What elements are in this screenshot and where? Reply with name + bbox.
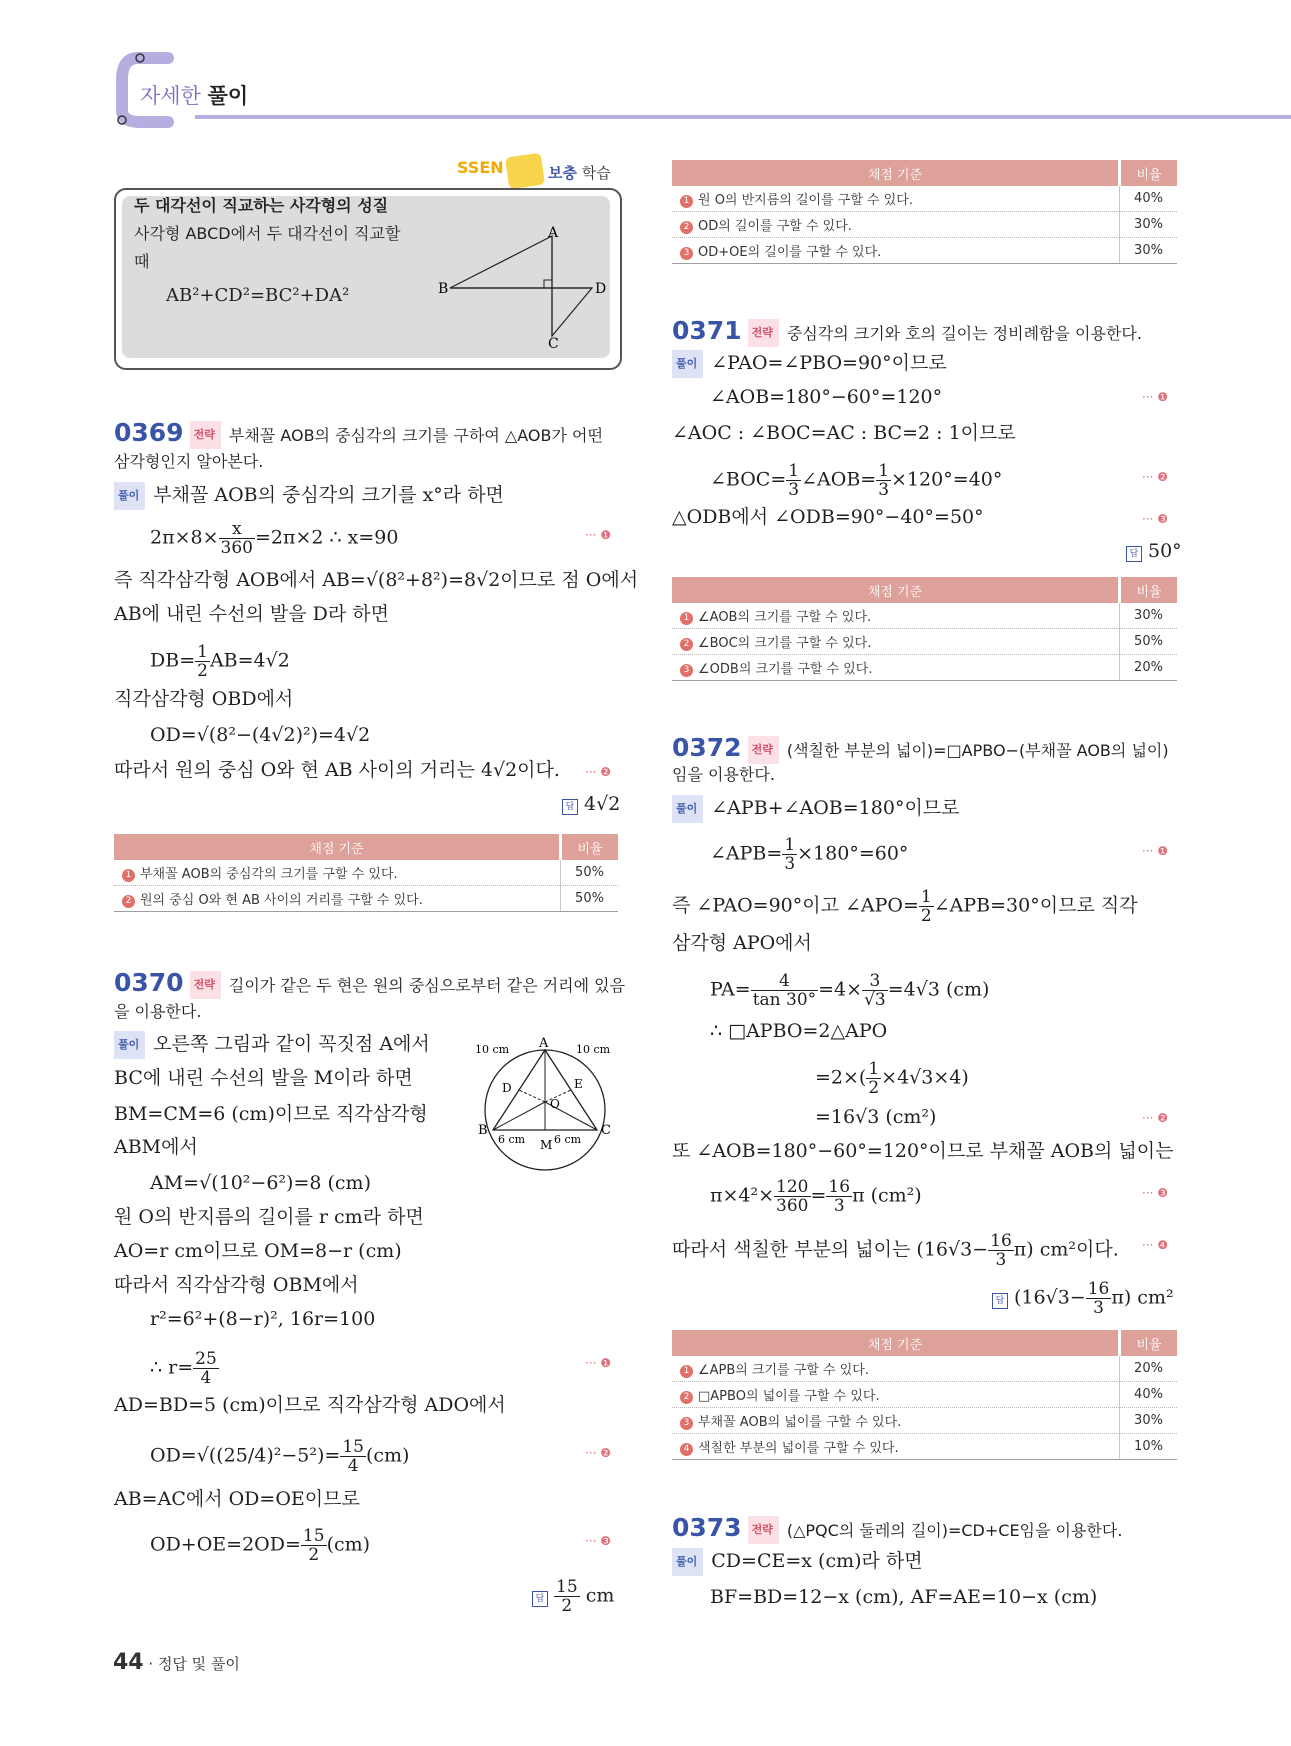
problem-0370-line: AM=√(10²−6²)=8 (cm) bbox=[150, 1172, 371, 1194]
problem-0372-header: 0372 전략 (색칠한 부분의 넓이)=□APBO−(부채꼴 AOB의 넓이) bbox=[672, 733, 1169, 762]
score-table-0370: 채점 기준 비율 1 원 O의 반지름의 길이를 구할 수 있다. 40% 2 OD의 길이를 구할 수 있다. 30% 3 OD+OE의 길이를 구할 수 있다. 30% bbox=[672, 160, 1177, 264]
problem-0369-line: OD=√(8²−(4√2)²)=4√2 bbox=[150, 724, 371, 746]
marker: ··· ❷ bbox=[585, 1446, 612, 1460]
problem-0370-line: 따라서 직각삼각형 OBM에서 bbox=[114, 1274, 359, 1296]
answer-0371: 답 50° bbox=[1126, 540, 1182, 562]
ssen-body: 사각형 ABCD에서 두 대각선이 직교할 bbox=[134, 224, 401, 243]
fig-label-c: C bbox=[601, 1123, 611, 1138]
ssen-body-2: 때 bbox=[134, 252, 150, 271]
problem-0372-line: 즉 ∠PAO=90°이고 ∠APO= $\frac{1}{2}$ ∠APB=30°이므로 직각 bbox=[672, 887, 1138, 926]
fig-length-10b: 10 cm bbox=[576, 1043, 611, 1056]
marker: ··· ❶ bbox=[1142, 390, 1169, 404]
problem-0372-line: 또 ∠AOB=180°−60°=120°이므로 부채꼴 AOB의 넓이는 bbox=[672, 1140, 1174, 1162]
fig-length-10a: 10 cm bbox=[475, 1043, 510, 1056]
kite-figure bbox=[430, 222, 610, 352]
marker: ··· ❷ bbox=[585, 765, 612, 779]
problem-0371-line: 풀이 ∠PAO=∠PBO=90°이므로 bbox=[672, 350, 947, 378]
marker: ··· ❸ bbox=[585, 1534, 612, 1548]
problem-0369-header: 0369 전략 부채꼴 AOB의 중심각의 크기를 구하여 △AOB가 어떤 bbox=[114, 418, 603, 447]
problem-0372-line: ∴ □APBO=2△APO bbox=[710, 1020, 888, 1042]
score-table-0371: 채점 기준 비율 1 ∠AOB의 크기를 구할 수 있다. 30% 2 ∠BOC의 크기를 구할 수 있다. 50% 3 ∠ODB의 크기를 구할 수 있다. 20% bbox=[672, 577, 1177, 681]
problem-0369-line: DB= $\frac{1}{2}$ AB=4√2 bbox=[150, 642, 290, 681]
ssen-brand: SSEN bbox=[457, 158, 504, 177]
problem-0370-line: 풀이 오른쪽 그림과 같이 꼭짓점 A에서 bbox=[114, 1031, 430, 1059]
problem-0369-strategy: 삼각형인지 알아본다. bbox=[114, 452, 264, 471]
problem-0371-line: ∠AOB=180°−60°=120° bbox=[710, 386, 943, 408]
problem-0372-strategy: 임을 이용한다. bbox=[672, 765, 775, 784]
problem-0371-line: △ODB에서 ∠ODB=90°−40°=50° bbox=[672, 506, 984, 528]
problem-0372-line: =2×( $\frac{1}{2}$ ×4√3×4) bbox=[815, 1059, 969, 1098]
problem-0370-line: OD=√((25/4)²−5²)= $\frac{15}{4}$ (cm) bbox=[150, 1437, 410, 1476]
problem-0370-line: r²=6²+(8−r)², 16r=100 bbox=[150, 1308, 376, 1330]
fig-length-6a: 6 cm bbox=[498, 1133, 526, 1146]
problem-0369-line: 따라서 원의 중심 O와 현 AB 사이의 거리는 4√2이다. bbox=[114, 759, 560, 781]
problem-0372-line: ∠APB= $\frac{1}{3}$ ×180°=60° bbox=[710, 835, 909, 874]
problem-0370-strategy: 을 이용한다. bbox=[114, 1002, 202, 1021]
answer-0372: 답 (16√3− $\frac{16}{3}$ π) cm² bbox=[992, 1280, 1174, 1317]
problem-0370-line: BM=CM=6 (cm)이므로 직각삼각형 bbox=[114, 1103, 428, 1125]
problem-0369-line: AB에 내린 수선의 발을 D라 하면 bbox=[114, 603, 390, 625]
circle-figure bbox=[470, 1030, 620, 1176]
ssen-title: 두 대각선이 직교하는 사각형의 성질 bbox=[134, 196, 389, 215]
problem-0370-header: 0370 전략 길이가 같은 두 현은 원의 중심으로부터 같은 거리에 있음 bbox=[114, 968, 626, 997]
marker: ··· ❶ bbox=[585, 1356, 612, 1370]
answer-0370: 답 $\frac{15}{2}$ cm bbox=[532, 1578, 614, 1615]
problem-0370-line: AB=AC에서 OD=OE이므로 bbox=[114, 1488, 360, 1510]
problem-0369-line: 2π×8× $\frac{x}{360}$ =2π×2 ∴ x=90 bbox=[150, 519, 399, 558]
problem-0370-line: OD+OE=2OD= $\frac{15}{2}$ (cm) bbox=[150, 1526, 371, 1565]
problem-0370-line: AD=BD=5 (cm)이므로 직각삼각형 ADO에서 bbox=[114, 1394, 506, 1416]
fig-label-a: A bbox=[539, 1036, 549, 1051]
marker: ··· ❸ bbox=[1142, 1186, 1169, 1200]
answer-0369: 답 4√2 bbox=[562, 793, 620, 815]
problem-0369-line: 풀이 부채꼴 AOB의 중심각의 크기를 x°라 하면 bbox=[114, 482, 504, 510]
ssen-formula: AB²+CD²=BC²+DA² bbox=[166, 285, 350, 306]
fig-label-m: M bbox=[540, 1138, 553, 1152]
problem-0370-line: ABM에서 bbox=[114, 1136, 198, 1158]
problem-0370-line: BC에 내린 수선의 발을 M이라 하면 bbox=[114, 1067, 413, 1089]
pencil-icon bbox=[505, 153, 545, 190]
header-title: 자세한 풀이 bbox=[140, 84, 249, 108]
problem-0372-line: =16√3 (cm²) bbox=[815, 1106, 937, 1128]
problem-0369-line: 직각삼각형 OBD에서 bbox=[114, 688, 294, 710]
problem-0370-line: ∴ r= $\frac{25}{4}$ bbox=[150, 1349, 217, 1388]
score-table-0372: 채점 기준 비율 1 ∠APB의 크기를 구할 수 있다. 20% 2 □APBO의 넓이를 구할 수 있다. 40% 3 부채꼴 AOB의 넓이를 구할 수 있다. 30% 4 색칠한 부분의 넓이를 구할 수 있다. 10% bbox=[672, 1330, 1177, 1460]
problem-0371-line: ∠BOC= $\frac{1}{3}$ ∠AOB= $\frac{1}{3}$ ×120°=40° bbox=[710, 461, 1003, 500]
fig-length-6b: 6 cm bbox=[554, 1133, 582, 1146]
score-table-0369: 채점 기준 비율 1 부채꼴 AOB의 중심각의 크기를 구할 수 있다. 50% 2 원의 중심 O와 현 AB 사이의 거리를 구할 수 있다. 50% bbox=[114, 834, 618, 912]
problem-0371-header: 0371 전략 중심각의 크기와 호의 길이는 정비례함을 이용한다. bbox=[672, 316, 1142, 345]
marker: ··· ❷ bbox=[1142, 470, 1169, 484]
ssen-label: 보충 학습 bbox=[548, 164, 611, 182]
kite-label-d: D bbox=[595, 281, 607, 297]
marker: ··· ❹ bbox=[1142, 1238, 1169, 1252]
fig-label-d: D bbox=[502, 1081, 512, 1095]
problem-0373-line: 풀이 CD=CE=x (cm)라 하면 bbox=[672, 1548, 923, 1576]
problem-0373-header: 0373 전략 (△PQC의 둘레의 길이)=CD+CE임을 이용한다. bbox=[672, 1513, 1123, 1542]
problem-0371-line: ∠AOC : ∠BOC=AC : BC=2 : 1이므로 bbox=[672, 422, 1016, 444]
kite-label-a: A bbox=[548, 225, 559, 241]
page-footer: 44 · 정답 및 풀이 bbox=[113, 1650, 240, 1675]
fig-label-o: O bbox=[550, 1097, 560, 1111]
marker: ··· ❶ bbox=[1142, 844, 1169, 858]
problem-0370-line: AO=r cm이므로 OM=8−r (cm) bbox=[114, 1240, 402, 1262]
problem-0372-line: 풀이 ∠APB+∠AOB=180°이므로 bbox=[672, 795, 960, 823]
marker: ··· ❶ bbox=[585, 528, 612, 542]
problem-0372-line: π×4²× $\frac{120}{360}$ = $\frac{16}{3}$ π (cm²) bbox=[710, 1177, 922, 1216]
kite-label-b: B bbox=[438, 281, 449, 297]
fig-label-e: E bbox=[574, 1077, 583, 1091]
problem-0372-line: 삼각형 APO에서 bbox=[672, 932, 812, 954]
fig-label-b: B bbox=[478, 1123, 488, 1138]
kite-label-c: C bbox=[548, 336, 559, 352]
marker: ··· ❸ bbox=[1142, 512, 1169, 526]
marker: ··· ❷ bbox=[1142, 1111, 1169, 1125]
problem-0373-line: BF=BD=12−x (cm), AF=AE=10−x (cm) bbox=[710, 1586, 1098, 1608]
problem-0372-line: 따라서 색칠한 부분의 넓이는 (16√3− $\frac{16}{3}$ π) cm²이다. bbox=[672, 1231, 1119, 1270]
problem-0370-line: 원 O의 반지름의 길이를 r cm라 하면 bbox=[114, 1206, 424, 1228]
problem-0369-line: 즉 직각삼각형 AOB에서 AB=√(8²+8²)=8√2이므로 점 O에서 bbox=[114, 569, 639, 591]
header-rule bbox=[195, 115, 1291, 119]
problem-0372-line: PA= $\frac{4}{\tan 30^\circ}$ =4× $\frac{3}{√3}$ =4√3 (cm) bbox=[710, 971, 990, 1010]
